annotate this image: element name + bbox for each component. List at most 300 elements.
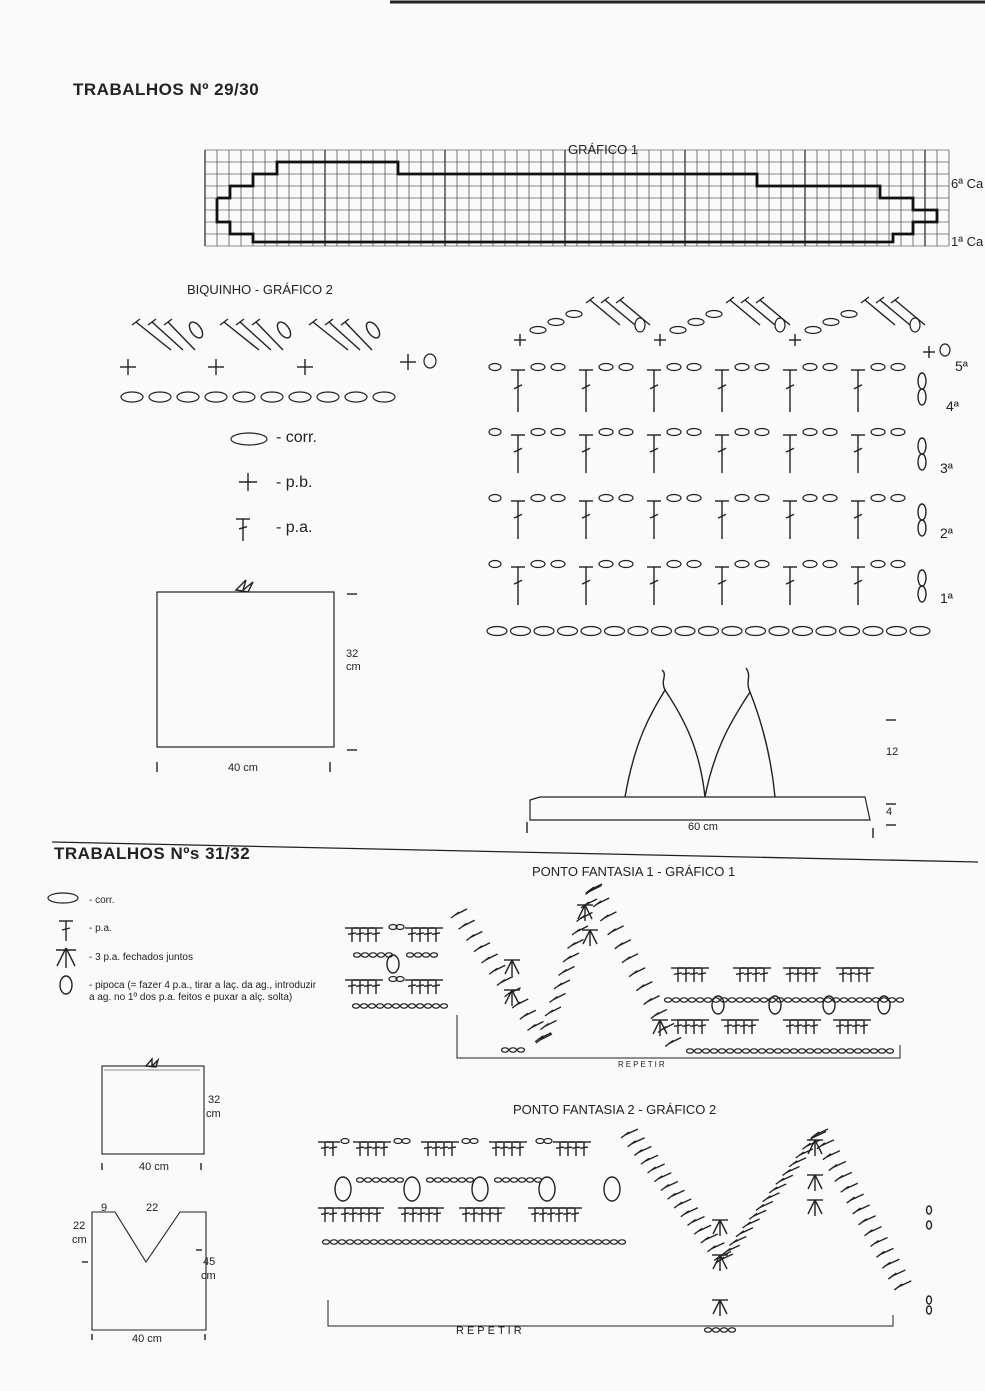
chain-icon (687, 429, 701, 436)
chain-icon (823, 319, 839, 326)
chain-icon (927, 1206, 932, 1214)
double-crochet-icon (860, 968, 874, 982)
chain-icon (839, 1049, 846, 1053)
chain-icon (387, 1240, 394, 1244)
chain-icon (459, 1240, 466, 1244)
s2-piece1-width: 40 cm (139, 1161, 169, 1173)
chain-icon (809, 998, 816, 1002)
diagonal-stitch (681, 1211, 689, 1217)
chain-icon (531, 495, 545, 502)
bow-icon (236, 580, 253, 592)
diagonal-stitch (769, 1187, 777, 1193)
cluster-icon (713, 1220, 720, 1234)
chain-icon (817, 998, 824, 1002)
chain-icon (595, 1240, 602, 1244)
diagonal-stitch (256, 322, 283, 350)
double-crochet-icon (737, 1020, 751, 1034)
piece2-width: 60 cm (688, 821, 718, 833)
cluster-icon (512, 960, 519, 974)
grafico1-row-bottom: 1ª Ca (951, 234, 984, 249)
chain-icon (667, 364, 681, 371)
chain-icon (353, 1004, 360, 1008)
diagonal-stitch (590, 300, 620, 325)
double-crochet-icon (346, 1208, 360, 1222)
chain-icon (755, 429, 769, 436)
double-crochet-icon (318, 1142, 332, 1156)
chain-icon (603, 1240, 610, 1244)
cluster-icon (713, 1255, 720, 1269)
row-label-2: 2ª (940, 525, 953, 541)
chain-icon (745, 998, 752, 1002)
double-crochet-icon (528, 1208, 542, 1222)
chain-icon (665, 998, 672, 1002)
chain-icon (775, 318, 785, 332)
chain-icon (419, 1240, 426, 1244)
diagonal-stitch (622, 957, 630, 963)
diagonal-stitch (313, 322, 348, 350)
chain-icon (441, 1004, 448, 1008)
chain-icon (523, 1240, 530, 1244)
diagonal-stitch (888, 1273, 896, 1279)
chain-icon (831, 1049, 838, 1053)
chain-icon (489, 495, 501, 502)
chain-icon (527, 1178, 534, 1182)
double-crochet-icon (405, 980, 419, 994)
chain-icon (799, 1049, 806, 1053)
double-crochet-icon (841, 1020, 855, 1034)
double-crochet-icon (799, 968, 813, 982)
chain-icon (415, 953, 422, 957)
chain-icon (551, 561, 565, 568)
chain-icon (451, 1178, 458, 1182)
double-crochet-icon (757, 968, 771, 982)
s2-piece1-unit: cm (206, 1108, 221, 1120)
diagonal-stitch (489, 968, 497, 974)
chain-icon (628, 627, 648, 636)
cluster-icon (720, 1220, 727, 1234)
popcorn-icon (404, 1177, 420, 1201)
piece2-band (530, 797, 870, 820)
chain-icon (499, 1240, 506, 1244)
diagonal-stitch (466, 935, 474, 941)
chain-icon (775, 1049, 782, 1053)
double-crochet-icon (844, 968, 858, 982)
cluster-icon (583, 930, 590, 944)
s2-piece2-left-width: 9 (101, 1202, 108, 1214)
diagonal-stitch (550, 997, 558, 1003)
diagonal-stitch (644, 999, 652, 1005)
legend2-pa-label: - p.a. (89, 923, 112, 934)
chain-icon (403, 1240, 410, 1244)
chain-icon (551, 429, 565, 436)
chain-icon (841, 311, 857, 318)
s2-piece1-outline (102, 1066, 204, 1154)
diagonal-stitch (621, 1132, 629, 1138)
chain-icon (539, 1240, 546, 1244)
diagonal-stitch (894, 1284, 902, 1290)
cluster-icon (590, 930, 597, 944)
chain-icon (699, 627, 719, 636)
chain-icon (233, 392, 255, 402)
s2-piece2-outline (92, 1212, 206, 1330)
chain-icon (891, 561, 905, 568)
double-crochet-icon (569, 1142, 583, 1156)
diagonal-stitch (665, 1040, 673, 1046)
grafico2-title: BIQUINHO - GRÁFICO 2 (187, 282, 333, 297)
chain-icon (865, 998, 872, 1002)
chain-icon (385, 1004, 392, 1008)
chain-icon (519, 1178, 526, 1182)
chain-icon (599, 561, 613, 568)
chain-icon (443, 1240, 450, 1244)
chain-icon (823, 429, 837, 436)
cluster-icon (815, 1140, 822, 1154)
double-crochet-icon (377, 1142, 391, 1156)
row-label-1: 1ª (940, 590, 953, 606)
cluster-icon (815, 1175, 822, 1189)
diagonal-stitch (593, 901, 601, 907)
chain-icon (547, 1240, 554, 1244)
chain-icon (619, 1240, 626, 1244)
chain-icon (377, 1004, 384, 1008)
diagonal-stitch (763, 1196, 771, 1202)
double-crochet-icon (369, 980, 383, 994)
legend2-corr-label: - corr. (89, 895, 115, 906)
double-crochet-icon (807, 968, 821, 982)
strap (662, 670, 665, 690)
legend-pa-label: - p.a. (276, 519, 313, 536)
chain-icon (667, 561, 681, 568)
chain-icon (369, 1004, 376, 1008)
double-crochet-icon (715, 370, 729, 412)
chain-icon (918, 520, 926, 536)
double-crochet-icon (783, 1020, 797, 1034)
chain-icon (791, 1049, 798, 1053)
diagonal-stitch (859, 1219, 867, 1225)
diagonal-stitch (895, 300, 925, 325)
chain-icon (511, 1178, 518, 1182)
chain-icon (755, 364, 769, 371)
chain-icon (706, 311, 722, 318)
diagonal-stitch (865, 1230, 873, 1236)
chain-icon (619, 364, 633, 371)
double-crochet-icon (749, 968, 763, 982)
double-crochet-icon (405, 928, 419, 942)
chain-icon (531, 429, 545, 436)
section1-title: TRABALHOS Nº 29/30 (73, 80, 260, 99)
chain-icon (881, 998, 888, 1002)
chain-icon (378, 953, 385, 957)
chain-icon (897, 998, 904, 1002)
cluster-icon (512, 990, 519, 1004)
chain-icon (379, 1240, 386, 1244)
double-crochet-icon (414, 1208, 428, 1222)
chain-icon (793, 998, 800, 1002)
diagonal-stitch (674, 1202, 682, 1208)
double-crochet-icon (671, 1020, 685, 1034)
chain-icon (918, 389, 926, 405)
double-crochet-icon (715, 567, 729, 605)
chain-icon (393, 1004, 400, 1008)
chain-icon (489, 561, 501, 568)
chain-icon (635, 318, 645, 332)
chain-icon (667, 429, 681, 436)
chain-icon (769, 627, 789, 636)
bow-icon (146, 1059, 158, 1067)
chain-icon (687, 364, 701, 371)
diagonal-stitch (224, 322, 259, 350)
chain-icon (927, 1296, 932, 1304)
chain-icon (605, 627, 625, 636)
chain-icon (317, 392, 339, 402)
chain-icon (871, 495, 885, 502)
double-crochet-icon (552, 1208, 566, 1222)
double-crochet-icon (345, 928, 359, 942)
double-crochet-icon (783, 370, 797, 412)
cluster-icon (808, 1200, 815, 1214)
chain-icon (910, 318, 920, 332)
diagonal-stitch (847, 1197, 855, 1203)
chain-icon (652, 627, 672, 636)
double-crochet-icon (421, 928, 435, 942)
double-crochet-icon (430, 1208, 444, 1222)
double-crochet-icon (579, 567, 593, 605)
diagonal-stitch (136, 322, 171, 350)
chain-icon (599, 429, 613, 436)
chain-icon (755, 495, 769, 502)
double-crochet-icon (561, 1142, 575, 1156)
chain-icon (713, 1328, 720, 1332)
diagonal-stitch (802, 1143, 810, 1149)
chain-icon (347, 1240, 354, 1244)
chain-icon (735, 429, 749, 436)
double-crochet-icon (413, 980, 427, 994)
popcorn-icon (387, 955, 399, 973)
double-crochet-icon (577, 1142, 591, 1156)
chain-icon (807, 1049, 814, 1053)
chain-icon (341, 1139, 349, 1144)
chain-icon (619, 429, 633, 436)
chain-icon (518, 1048, 525, 1052)
double-crochet-icon (849, 1020, 863, 1034)
chain-icon (803, 561, 817, 568)
double-crochet-icon (326, 1208, 340, 1222)
chain-icon (551, 364, 565, 371)
chain-icon (475, 1240, 482, 1244)
chain-icon (721, 1328, 728, 1332)
chain-icon (688, 319, 704, 326)
chain-icon (435, 1178, 442, 1182)
double-crochet-icon (568, 1208, 582, 1222)
diagonal-stitch (730, 300, 760, 325)
double-crochet-icon (647, 370, 661, 412)
diagonal-stitch (796, 1152, 804, 1158)
chain-icon (697, 998, 704, 1002)
double-crochet-icon (429, 980, 443, 994)
chain-icon (759, 1049, 766, 1053)
double-crochet-icon (511, 501, 525, 539)
chain-icon (503, 1178, 510, 1182)
piece1-height-unit: cm (346, 661, 361, 673)
chain-icon (918, 438, 926, 454)
double-crochet-icon (783, 435, 797, 473)
chain-icon (619, 495, 633, 502)
chain-icon (389, 1178, 396, 1182)
popcorn-icon (604, 1177, 620, 1201)
double-crochet-icon (791, 1020, 805, 1034)
chain-icon (611, 1240, 618, 1244)
chain-icon (323, 1240, 330, 1244)
diagonal-stitch (605, 300, 635, 325)
chain-icon (599, 495, 613, 502)
legend2-cluster-label: - 3 p.a. fechados juntos (89, 952, 193, 963)
double-crochet-icon (851, 501, 865, 539)
chain-icon (581, 627, 601, 636)
chain-icon (395, 1240, 402, 1244)
double-crochet-icon (560, 1208, 574, 1222)
chain-icon (670, 327, 686, 334)
chain-icon (483, 1240, 490, 1244)
chain-icon (177, 392, 199, 402)
chain-icon (487, 627, 507, 636)
double-crochet-icon (799, 1020, 813, 1034)
diagonal-stitch (661, 1185, 669, 1191)
double-crochet-icon (579, 370, 593, 412)
double-crochet-icon (369, 928, 383, 942)
double-crochet-icon (553, 1142, 567, 1156)
double-crochet-icon (679, 1020, 693, 1034)
double-crochet-icon (807, 1020, 821, 1034)
chain-icon (467, 1240, 474, 1244)
double-crochet-icon (370, 1208, 384, 1222)
chain-icon (753, 998, 760, 1002)
chain-icon (489, 364, 501, 371)
legend-corr-label: - corr. (276, 429, 317, 446)
chain-icon (579, 1240, 586, 1244)
chain-icon (205, 392, 227, 402)
chain-icon (855, 1049, 862, 1053)
diagonal-stitch (853, 1208, 861, 1214)
cluster-icon (808, 1140, 815, 1154)
double-crochet-icon (833, 1020, 847, 1034)
diagonal-stitch (688, 1220, 696, 1226)
row-label-4: 4ª (946, 398, 959, 414)
cluster-icon (720, 1300, 727, 1314)
chain-icon (729, 1328, 736, 1332)
diagonal-stitch (620, 300, 650, 325)
chain-icon (355, 1240, 362, 1244)
s2-piece2-left-height: 22 (73, 1220, 86, 1232)
chart1-title: PONTO FANTASIA 1 - GRÁFICO 1 (532, 864, 736, 879)
diagonal-stitch (152, 322, 183, 350)
cluster-icon (505, 990, 512, 1004)
chain-icon (261, 392, 283, 402)
double-crochet-icon (491, 1208, 505, 1222)
chain-icon (534, 627, 554, 636)
double-crochet-icon (695, 968, 709, 982)
double-crochet-icon (671, 968, 685, 982)
s2-piece2-right-height: 45 (203, 1256, 216, 1268)
double-crochet-icon (326, 1142, 340, 1156)
chain-icon (361, 1004, 368, 1008)
s2-piece2-top-width: 22 (146, 1202, 159, 1214)
diagonal-stitch (729, 1240, 737, 1246)
chain-icon (927, 1306, 932, 1314)
diagonal-stitch (554, 983, 562, 989)
chain-icon (357, 1178, 364, 1182)
double-crochet-icon (406, 1208, 420, 1222)
chain-icon (871, 561, 885, 568)
chain-icon (703, 1049, 710, 1053)
chain-icon (510, 1048, 517, 1052)
chain-icon (544, 1139, 552, 1144)
chain-icon (823, 364, 837, 371)
cluster-icon (808, 1175, 815, 1189)
chain-icon (863, 627, 883, 636)
chain-icon (401, 1004, 408, 1008)
double-crochet-icon (354, 1208, 368, 1222)
chain-icon (381, 1178, 388, 1182)
double-crochet-icon (741, 968, 755, 982)
grafico1-title: GRÁFICO 1 (568, 142, 639, 157)
chain-icon (511, 627, 531, 636)
chain-icon (687, 561, 701, 568)
chain-icon (918, 373, 926, 389)
double-crochet-icon (338, 1208, 352, 1222)
diagonal-stitch (520, 1013, 528, 1019)
double-crochet-icon (679, 968, 693, 982)
chain-icon (689, 998, 696, 1002)
chain-icon (394, 1139, 402, 1144)
diagonal-stitch (474, 946, 482, 952)
double-crochet-icon (783, 501, 797, 539)
diagonal-stitch (835, 1175, 843, 1181)
chain-icon (467, 1178, 474, 1182)
chain-icon (354, 953, 361, 957)
diagonal-stitch (841, 1186, 849, 1192)
chain-icon (675, 627, 695, 636)
chain-icon (530, 327, 546, 334)
double-crochet-icon (579, 501, 593, 539)
chain-icon (735, 364, 749, 371)
chart1-repeat: REPETIR (618, 1060, 667, 1069)
diagonal-stitch (636, 985, 644, 991)
chain-icon (891, 364, 905, 371)
row-label-5: 5ª (955, 358, 968, 374)
chain-icon (823, 561, 837, 568)
double-crochet-icon (851, 370, 865, 412)
diagonal-stitch (648, 1167, 656, 1173)
chain-icon (370, 953, 377, 957)
chain-icon (423, 953, 430, 957)
chain-icon (918, 454, 926, 470)
double-crochet-icon (513, 1142, 527, 1156)
chain-icon (571, 1240, 578, 1244)
double-crochet-icon (511, 370, 525, 412)
diagonal-stitch (756, 1205, 764, 1211)
double-crochet-icon (511, 567, 525, 605)
chain-icon (805, 327, 821, 334)
chain-icon (462, 1139, 470, 1144)
diagonal-stitch (654, 1176, 662, 1182)
chain-icon (431, 953, 438, 957)
chain-icon (871, 364, 885, 371)
row-label-3: 3ª (940, 460, 953, 476)
double-crochet-icon (429, 1142, 443, 1156)
chain-icon (149, 392, 171, 402)
diagonal-stitch (615, 943, 623, 949)
chain-icon (345, 392, 367, 402)
